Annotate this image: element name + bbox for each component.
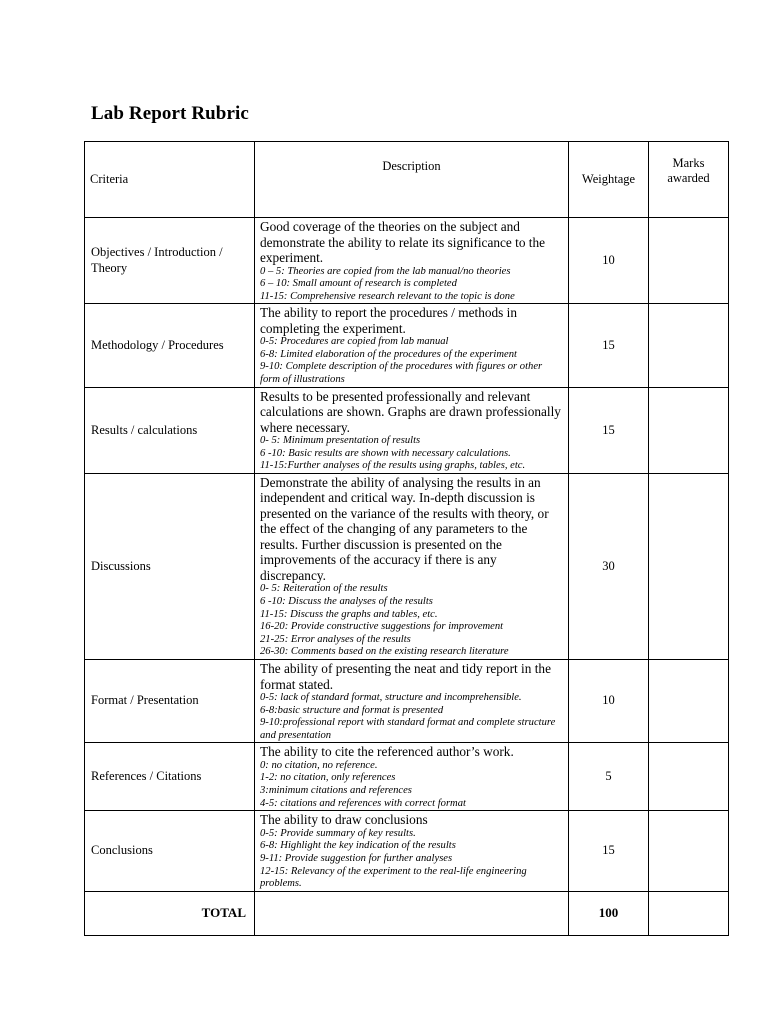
criteria-cell: Objectives / Introduction / Theory: [85, 218, 255, 304]
table-row: [85, 304, 729, 387]
weightage-cell: 10: [569, 218, 649, 304]
marks-awarded-header: [649, 142, 729, 218]
score-note: 12-15: Relevancy of the experiment to the real-life engineering problems.: [260, 865, 527, 890]
weightage-cell: 5: [569, 743, 649, 811]
description-main: Good coverage of the theories on the subject and demonstrate the ability to relate its significance to the experiment.: [260, 219, 546, 265]
score-note: 6-8: Limited elaboration of the procedures of the experiment: [260, 348, 517, 360]
marks-awarded-cell[interactable]: [649, 660, 729, 743]
score-note: 0-5: lack of standard format, structure and incomprehensible.: [260, 692, 522, 703]
score-notes: [260, 336, 563, 386]
weightage-cell: 30: [569, 473, 649, 659]
score-note: 6-8: Highlight the key indication of the results: [260, 840, 456, 852]
marks-awarded-cell[interactable]: [649, 473, 729, 659]
score-note: 0-5: Procedures are copied from lab manual: [260, 336, 449, 348]
table-row: [85, 218, 729, 304]
table-row: [85, 387, 729, 473]
marks-awarded-cell[interactable]: [649, 811, 729, 891]
score-note: 6 -10: Basic results are shown with necessary calculations.: [260, 447, 511, 459]
score-notes: [260, 266, 563, 304]
score-note: 9-10: Complete description of the procedures with figures or other form of illustrations: [260, 361, 543, 386]
description-main: Results to be presented professionally and relevant calculations are shown. Graphs are drawn professionally where necessary.: [260, 388, 561, 435]
score-note: 11-15: Comprehensive research relevant to the topic is done: [260, 290, 515, 302]
score-note: 4-5: citations and references with correct format: [260, 797, 466, 809]
page-title: Lab Report Rubric: [91, 103, 249, 124]
score-note: 0: no citation, no reference.: [260, 759, 378, 771]
score-notes: [260, 435, 563, 473]
marks-header-line2: awarded: [667, 171, 710, 185]
weightage-header: Weightage: [569, 142, 649, 218]
description-main: The ability to report the procedures / methods in completing the experiment.: [260, 305, 518, 336]
criteria-cell: Format / Presentation: [85, 660, 255, 743]
score-notes: [260, 828, 563, 891]
criteria-cell: References / Citations: [85, 743, 255, 811]
marks-awarded-cell[interactable]: [649, 387, 729, 473]
score-notes: [260, 760, 563, 810]
weightage-cell: 15: [569, 304, 649, 387]
description-cell: [255, 811, 569, 891]
weightage-cell: 15: [569, 387, 649, 473]
criteria-header: Criteria: [85, 142, 255, 218]
table-row: [85, 811, 729, 891]
table-row: [85, 473, 729, 659]
description-cell: [255, 387, 569, 473]
score-note: 0- 5: Minimum presentation of results: [260, 435, 421, 447]
description-main: The ability of presenting the neat and tidy report in the format stated.: [260, 661, 551, 692]
weightage-cell: 10: [569, 660, 649, 743]
total-label: TOTAL: [85, 891, 255, 935]
score-note: 16-20: Provide constructive suggestions for improvement: [260, 621, 504, 633]
score-note: 9-10:professional report with standard format and complete structure and presentation: [260, 717, 556, 741]
marks-header-line1: Marks: [672, 156, 705, 170]
table-row: [85, 660, 729, 743]
criteria-cell: Methodology / Procedures: [85, 304, 255, 387]
criteria-cell: Results / calculations: [85, 387, 255, 473]
description-header: Description: [255, 142, 569, 218]
total-weightage: 100: [569, 891, 649, 935]
header-row: [85, 142, 729, 218]
criteria-cell: Conclusions: [85, 811, 255, 891]
description-cell: [255, 218, 569, 304]
marks-awarded-cell[interactable]: [649, 218, 729, 304]
criteria-cell: Discussions: [85, 473, 255, 659]
score-note: 6-8:basic structure and format is presented: [260, 704, 444, 716]
score-note: 0- 5: Reiteration of the results: [260, 583, 388, 595]
description-cell: [255, 473, 569, 659]
rubric-table: [84, 141, 729, 936]
score-note: 6 – 10: Small amount of research is completed: [260, 278, 457, 290]
score-note: 1-2: no citation, only references: [260, 772, 396, 784]
marks-awarded-cell[interactable]: [649, 743, 729, 811]
score-note: 9-11: Provide suggestion for further analyses: [260, 852, 453, 864]
score-note: 0 – 5: Theories are copied from the lab manual/no theories: [260, 265, 511, 277]
description-cell: [255, 304, 569, 387]
score-note: 21-25: Error analyses of the results: [260, 633, 411, 645]
score-notes: [260, 583, 563, 659]
score-note: 26-30: Comments based on the existing research literature: [260, 646, 509, 658]
table-row: [85, 743, 729, 811]
marks-awarded-cell[interactable]: [649, 304, 729, 387]
score-note: 11-15: Discuss the graphs and tables, etc.: [260, 608, 438, 620]
score-note: 3:minimum citations and references: [260, 785, 412, 797]
score-notes: [260, 692, 563, 742]
total-description-cell: [255, 891, 569, 935]
description-main: The ability to cite the referenced author’s work.: [260, 744, 514, 760]
score-note: 0-5: Provide summary of key results.: [260, 827, 416, 839]
total-marks-cell[interactable]: [649, 891, 729, 935]
score-note: 6 -10: Discuss the analyses of the results: [260, 596, 433, 608]
total-row: [85, 891, 729, 935]
description-main: The ability to draw conclusions: [260, 812, 428, 828]
description-main: Demonstrate the ability of analysing the results in an independent and critical way. In-depth discussion is presented on the variance of the results with theory, or the effect of the changing of any parameters to the results. Further discussion is presented on the improvements of the accuracy if there is any discrepancy.: [260, 474, 549, 583]
description-cell: [255, 743, 569, 811]
description-cell: [255, 660, 569, 743]
score-note: 11-15:Further analyses of the results using graphs, tables, etc.: [260, 460, 526, 472]
weightage-cell: 15: [569, 811, 649, 891]
